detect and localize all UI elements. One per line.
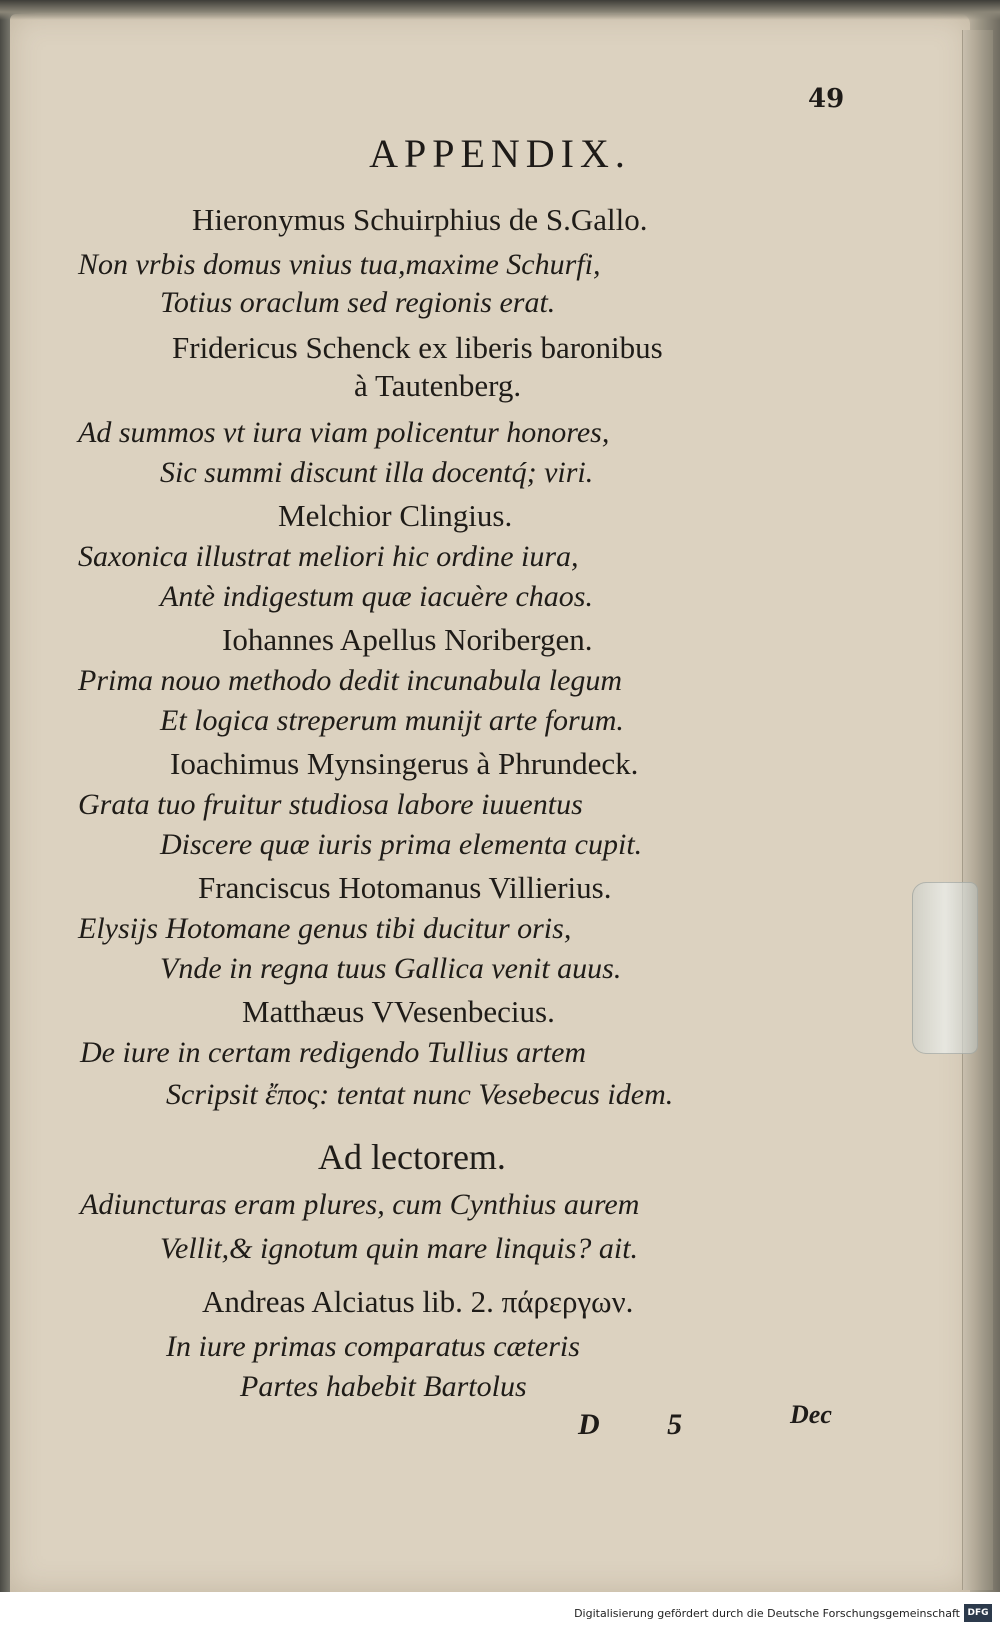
text-line: Ioachimus Mynsingerus à Phrundeck. [170, 746, 639, 781]
dfg-logo: DFG [964, 1604, 992, 1622]
text-line: Iohannes Apellus Noribergen. [222, 622, 593, 657]
page-number: 49 [808, 84, 845, 114]
text-line: Franciscus Hotomanus Villierius. [198, 870, 612, 905]
text-line: Adiuncturas eram plures, cum Cynthius aurem [80, 1188, 640, 1221]
section-heading: Ad lectorem. [318, 1137, 506, 1177]
text-line: Elysijs Hotomane genus tibi ducitur oris, [78, 912, 572, 945]
text-line: In iure primas comparatus cæteris [166, 1330, 580, 1363]
text-line: Antè indigestum quæ iacuère chaos. [160, 580, 593, 613]
text-line: Hieronymus Schuirphius de S.Gallo. [192, 202, 648, 237]
catchword: Dec [790, 1400, 832, 1429]
signature-mark: D 5 [578, 1408, 713, 1441]
text-line: Matthæus VVesenbecius. [242, 994, 555, 1029]
text-line: Melchior Clingius. [278, 498, 513, 533]
page-right-edge [962, 30, 993, 1590]
text-line: De iure in certam redigendo Tullius artem [80, 1036, 587, 1069]
text-line: Sic summi discunt illa docentq́; viri. [160, 456, 594, 489]
text-line: Fridericus Schenck ex liberis baronibus [172, 330, 663, 365]
text-line: Prima nouo methodo dedit incunabula legum [78, 664, 623, 697]
text-line: Vnde in regna tuus Gallica venit auus. [160, 952, 622, 985]
text-line: Grata tuo fruitur studiosa labore iuuentus [78, 788, 583, 821]
text-line: Saxonica illustrat meliori hic ordine iura, [78, 540, 579, 573]
page-heading: APPENDIX. [369, 131, 631, 176]
page-clip [912, 882, 978, 1054]
text-line: Andreas Alciatus lib. 2. πάρεργων. [202, 1284, 634, 1319]
page-top-edge [0, 0, 1000, 20]
text-line: Scripsit ἔπος: tentat nunc Vesebecus idem. [166, 1078, 674, 1111]
text-line: Partes habebit Bartolus [240, 1370, 527, 1403]
digitization-credit: Digitalisierung gefördert durch die Deutsche Forschungsgemeinschaft [574, 1607, 960, 1620]
text-line: Et logica streperum munijt arte forum. [160, 704, 624, 737]
text-line: Totius oraclum sed regionis erat. [160, 286, 556, 319]
text-line: Vellit,& ignotum quin mare linquis? ait. [160, 1232, 639, 1265]
text-line: Ad summos vt iura viam policentur honores, [78, 416, 610, 449]
text-line: Discere quæ iuris prima elementa cupit. [160, 828, 643, 861]
text-line: à Tautenberg. [354, 368, 522, 403]
text-line: Non vrbis domus vnius tua,maxime Schurfi, [78, 248, 601, 281]
